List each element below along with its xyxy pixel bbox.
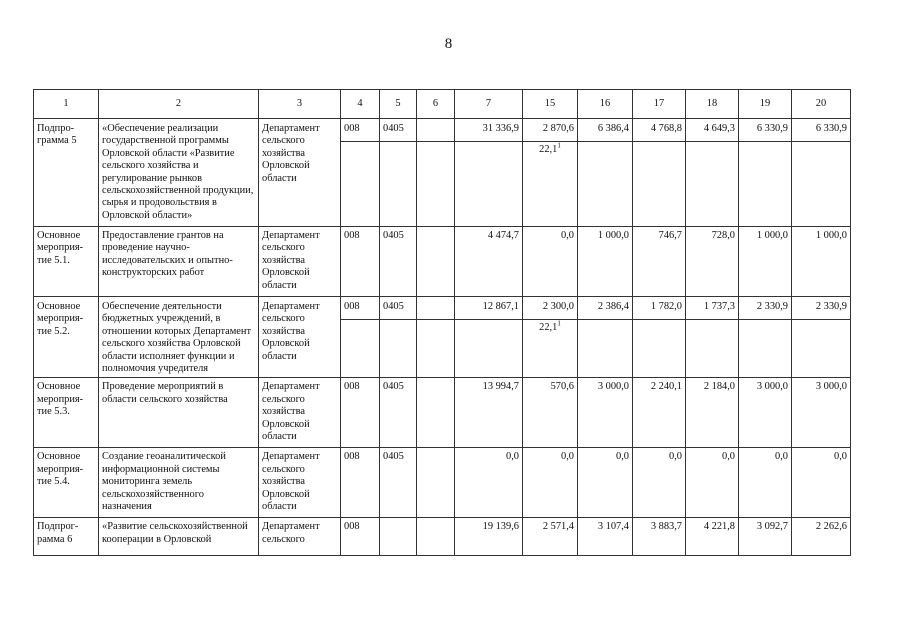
row-col15: 2 571,4	[523, 518, 578, 556]
row-code: Подпрог-рамма 6	[34, 518, 99, 556]
row-col17: 1 782,0	[633, 297, 686, 320]
row-col17: 2 240,1	[633, 378, 686, 448]
row-gbr: 008	[341, 227, 380, 297]
row-code: Основное мероприя-тие 5.3.	[34, 378, 99, 448]
row-code: Основное мероприя-тие 5.4.	[34, 448, 99, 518]
row-col16: 2 386,4	[578, 297, 633, 320]
row-col6	[417, 518, 455, 556]
row-gbr: 008	[341, 378, 380, 448]
row-col7: 0,0	[455, 448, 523, 518]
row-col19: 0,0	[739, 448, 792, 518]
row-name: «Развитие сельскохозяйственной кооперации в Орловской	[99, 518, 259, 556]
row-col15: 2 300,0	[523, 297, 578, 320]
header-cell: 1	[34, 90, 99, 119]
subrow-value: 22,1	[539, 322, 558, 334]
row-code: Основное мероприя-тие 5.1.	[34, 227, 99, 297]
row-col20: 1 000,0	[792, 227, 851, 297]
header-cell: 2	[99, 90, 259, 119]
header-cell: 5	[380, 90, 417, 119]
row-col15: 570,6	[523, 378, 578, 448]
row-gbr: 008	[341, 448, 380, 518]
header-cell: 6	[417, 90, 455, 119]
row-executor: Департамент сельского хозяйства Орловской области	[259, 119, 341, 227]
header-cell: 20	[792, 90, 851, 119]
row-col18: 0,0	[686, 448, 739, 518]
header-cell: 7	[455, 90, 523, 119]
row-col17: 0,0	[633, 448, 686, 518]
page-number: 8	[444, 36, 453, 52]
subrow-col15	[523, 320, 578, 378]
row-col18: 1 737,3	[686, 297, 739, 320]
row-rzpr	[380, 518, 417, 556]
row-col16: 0,0	[578, 448, 633, 518]
row-col19: 1 000,0	[739, 227, 792, 297]
row-col16: 3 107,4	[578, 518, 633, 556]
row-rzpr: 0405	[380, 119, 417, 142]
row-rzpr: 0405	[380, 378, 417, 448]
row-gbr: 008	[341, 297, 380, 320]
row-code: Подпро-грамма 5	[34, 119, 99, 227]
row-name: Проведение мероприятий в области сельского хозяйства	[99, 378, 259, 448]
row-col15: 0,0	[523, 448, 578, 518]
footnote-mark: 1	[557, 141, 561, 150]
row-col7: 4 474,7	[455, 227, 523, 297]
row-gbr: 008	[341, 119, 380, 142]
subrow-value: 22,1	[539, 144, 558, 155]
row-executor: Департамент сельского хозяйства Орловской области	[259, 297, 341, 378]
row-col7: 12 867,1	[455, 297, 523, 320]
row-name: Обеспечение деятельности бюджетных учреждений, в отношении которых Департамент сельского хозяйства Орловской области исполняет функции и полномочия учредителя	[99, 297, 259, 378]
row-code: Основное мероприя-тие 5.2.	[34, 297, 99, 378]
row-col7: 19 139,6	[455, 518, 523, 556]
row-name: Предоставление грантов на проведение научно-исследовательских и опытно-конструкторских работ	[99, 227, 259, 297]
row-col20: 2 262,6	[792, 518, 851, 556]
header-cell: 17	[633, 90, 686, 119]
row-col7: 31 336,9	[455, 119, 523, 142]
row-name: Создание геоаналитической информационной системы мониторинга земель сельскохозяйственного назначения	[99, 448, 259, 518]
row-col18: 728,0	[686, 227, 739, 297]
header-cell: 4	[341, 90, 380, 119]
row-col6	[417, 448, 455, 518]
row-col16: 6 386,4	[578, 119, 633, 142]
row-executor: Департамент сельского хозяйства Орловской области	[259, 448, 341, 518]
row-col19: 3 000,0	[739, 378, 792, 448]
subrow-col15	[523, 142, 578, 227]
row-col7: 13 994,7	[455, 378, 523, 448]
table-row	[34, 378, 851, 448]
row-col6	[417, 378, 455, 448]
row-executor: Департамент сельского	[259, 518, 341, 556]
row-executor: Департамент сельского хозяйства Орловской области	[259, 227, 341, 297]
row-col18: 4 649,3	[686, 119, 739, 142]
row-col16: 3 000,0	[578, 378, 633, 448]
table-row	[34, 518, 851, 556]
row-col20: 6 330,9	[792, 119, 851, 142]
table-row	[34, 119, 851, 142]
table-row	[34, 297, 851, 320]
row-col18: 2 184,0	[686, 378, 739, 448]
row-rzpr: 0405	[380, 297, 417, 320]
row-name: «Обеспечение реализации государственной программы Орловской области «Развитие сельского хозяйства и регулирование рынков сельскохозяйственной продукции, сырья и продовольствия в Орловской области»	[99, 119, 259, 227]
row-col17: 4 768,8	[633, 119, 686, 142]
budget-table	[33, 89, 851, 556]
row-col15: 0,0	[523, 227, 578, 297]
row-rzpr: 0405	[380, 227, 417, 297]
row-col20: 0,0	[792, 448, 851, 518]
row-gbr: 008	[341, 518, 380, 556]
row-col20: 2 330,9	[792, 297, 851, 320]
footnote-mark: 1	[557, 319, 561, 328]
header-cell: 16	[578, 90, 633, 119]
header-cell: 18	[686, 90, 739, 119]
row-col17: 746,7	[633, 227, 686, 297]
row-col16: 1 000,0	[578, 227, 633, 297]
row-col19: 3 092,7	[739, 518, 792, 556]
header-cell: 15	[523, 90, 578, 119]
row-executor: Департамент сельского хозяйства Орловской области	[259, 378, 341, 448]
row-col19: 6 330,9	[739, 119, 792, 142]
row-col6	[417, 227, 455, 297]
row-col18: 4 221,8	[686, 518, 739, 556]
row-col6	[417, 119, 455, 142]
row-col19: 2 330,9	[739, 297, 792, 320]
table-row	[34, 227, 851, 297]
row-col17: 3 883,7	[633, 518, 686, 556]
row-rzpr: 0405	[380, 448, 417, 518]
row-col6	[417, 297, 455, 320]
table-row	[34, 448, 851, 518]
row-col15: 2 870,6	[523, 119, 578, 142]
table-header-row	[34, 90, 851, 119]
row-col20: 3 000,0	[792, 378, 851, 448]
header-cell: 3	[259, 90, 341, 119]
header-cell: 19	[739, 90, 792, 119]
